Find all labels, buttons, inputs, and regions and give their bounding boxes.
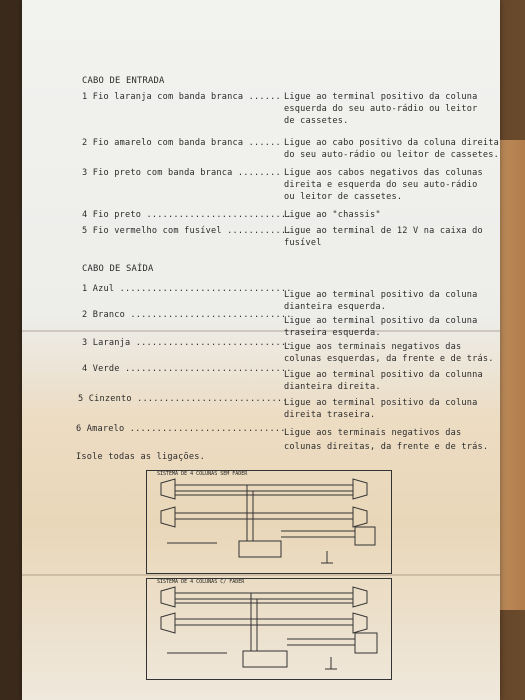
output-item-desc: Ligue ao terminal positivo da coluna (284, 316, 478, 326)
output-item-desc: dianteira direita. (284, 382, 381, 392)
input-item-label: 1 Fio laranja com banda branca ...... (82, 92, 281, 102)
output-item-desc: Ligue ao terminal positivo da coluna (284, 290, 478, 300)
input-item-desc: de cassetes. (284, 116, 349, 126)
input-item-label: 5 Fio vermelho com fusível ............ (82, 226, 292, 236)
output-item-desc: Ligue aos terminais negativos das (284, 342, 462, 352)
input-item-desc: do seu auto-rádio ou leitor de cassetes. (284, 150, 499, 160)
input-item-desc: Ligue ao cabo positivo da coluna direita (284, 138, 499, 148)
input-section-heading: CABO DE ENTRADA (82, 76, 165, 86)
output-item-label: 4 Verde ............................... (82, 364, 292, 374)
wiring-schematic (147, 579, 391, 679)
output-item-desc: dianteira esquerda. (284, 302, 387, 312)
instruction-sheet (22, 0, 500, 700)
wiring-diagram (146, 470, 392, 574)
output-item-desc: colunas direitas, da frente e de trás. (284, 442, 489, 452)
input-item-desc: esquerda do seu auto-rádio ou leitor (284, 104, 478, 114)
output-item-desc: traseira esquerda. (284, 328, 381, 338)
fold-line (22, 330, 500, 332)
input-item-desc: fusível (284, 238, 322, 248)
output-item-desc: Ligue ao terminal positivo da coluna (284, 398, 478, 408)
output-item-label: 3 Laranja ............................. (82, 338, 292, 348)
input-item-desc: Ligue ao "chassis" (284, 210, 381, 220)
input-item-desc: direita e esquerda do seu auto-rádio (284, 180, 478, 190)
input-item-desc: ou leitor de cassetes. (284, 192, 403, 202)
input-item-label: 4 Fio preto ........................... (82, 210, 292, 220)
output-item-label: 2 Branco .............................. (82, 310, 292, 320)
output-item-desc: colunas esquerdas, da frente e de trás. (284, 354, 494, 364)
input-item-desc: Ligue ao terminal positivo da coluna (284, 92, 478, 102)
output-item-desc: direita traseira. (284, 410, 376, 420)
diagram-title: SISTEMA DE 4 COLUNAS C/ FADER (157, 579, 245, 585)
wiring-schematic (147, 471, 391, 573)
input-item-desc: Ligue aos cabos negativos das colunas (284, 168, 483, 178)
input-item-desc: Ligue ao terminal de 12 V na caixa do (284, 226, 483, 236)
output-item-label: 6 Amarelo ............................. (76, 424, 286, 434)
wiring-diagram (146, 578, 392, 680)
output-item-desc: Ligue aos terminais negativos das (284, 428, 462, 438)
footer-note: Isole todas as ligações. (76, 452, 205, 462)
diagram-title: SISTEMA DE 4 COLUNAS SEM FADER (157, 471, 248, 477)
output-item-desc: Ligue ao terminal positivo da colunna (284, 370, 483, 380)
output-section-heading: CABO DE SAÍDA (82, 264, 154, 274)
input-item-label: 3 Fio preto com banda branca ........ (82, 168, 281, 178)
output-item-label: 1 Azul ................................ (82, 284, 292, 294)
output-item-label: 5 Cinzento ............................ (78, 394, 288, 404)
input-item-label: 2 Fio amarelo com banda branca ...... (82, 138, 281, 148)
fold-line (22, 574, 500, 576)
